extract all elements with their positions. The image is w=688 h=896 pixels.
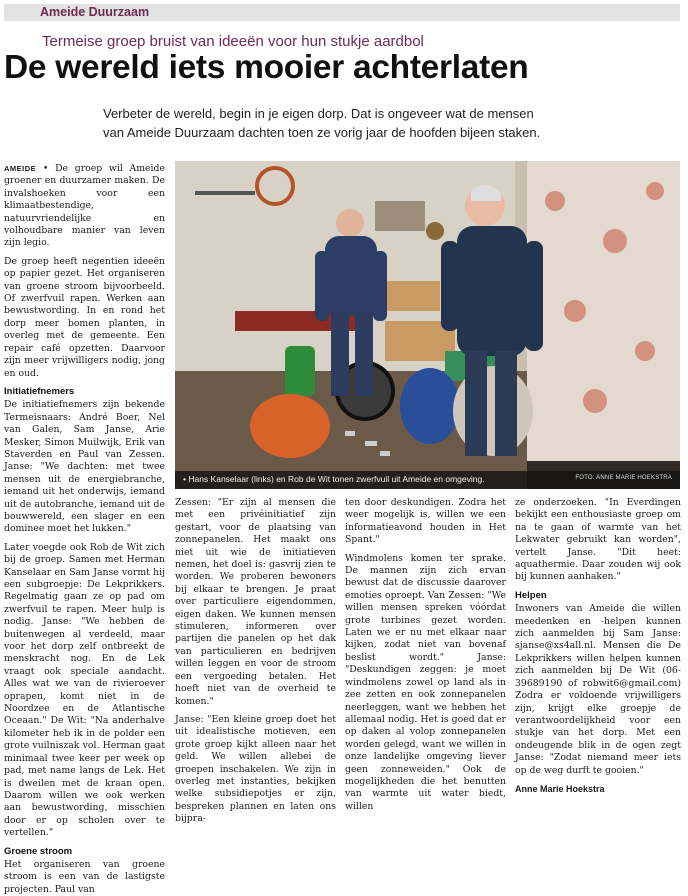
intro-paragraph: Verbeter de wereld, begin in je eigen dorp. Dat is ongeveer wat de mensen van Ameide Duurzaam dachten toen ze vorig jaar de hoofden bijeen staken. — [103, 106, 541, 140]
paragraph: Inwoners van Ameide die willen meedenken en -helpen kunnen zich aanmelden bij Sam Janse: sjanse@xs4all.nl. Mensen die De Lekprikkers willen helpen kunnen zich aanmelden bij De Wit (06-39689190 of robwit6@gmail.com) Zodra er voldoende vrijwilligers zijn, krijgt elke groepje de verantwoordelijkheid voor een stukje van het dorp. Met een ondeugende blik in de ogen zegt Janse: "Zodat niemand meer iets op de weg durft te gooien." — [515, 603, 681, 776]
photo-illustration — [175, 161, 680, 489]
article-column-4 — [515, 497, 681, 794]
dateline: AMEIDE — [4, 164, 37, 173]
subheadline: Termeise groep bruist van ideeën voor hun stukje aardbol — [42, 33, 424, 50]
paragraph: Zessen: "Er zijn al mensen die met een privéinitiatief zijn gestart, voor de plaatsing van zonnepanelen. Het maakt ons niet uit wie de initiatieven nemen, het doel is: gasvrij zien te worden. We proberen bewoners bij elkaar te brengen. Je praat over particuliere eigendommen, eigen daken. We kunnen mensen stimuleren, informeren over partijen die panelen op het dak van particulieren en bedrijven willen leggen en voor de stroom een vergoeding betalen. Het hoeft niet van de overheid te komen." — [175, 497, 336, 707]
caption-bar — [175, 471, 680, 489]
article-column-1 — [4, 163, 165, 895]
paragraph: Janse: "Een kleine groep doet het uit idealistische motieven, een grote groep kijkt alleen naar het geld. We willen allebei de groepen inschakelen. We zijn in overleg met instanties, bekijken welke subsidiepotjes er zijn, bespreken plannen en laten ons bijpra- — [175, 713, 336, 825]
paragraph: ten door deskundigen. Zodra het weer mogelijk is, willen we een informatieavond houden in Het Spant." — [345, 497, 506, 546]
photo-caption: • Hans Kanselaar (links) en Rob de Wit tonen zwerfvuil uit Ameide en omgeving. — [183, 474, 485, 484]
paragraph: Later voegde ook Rob de Wit zich bij de groep. Samen met Herman Kanselaar en Sam Janse vormt hij een subgroepje: De Lekprikkers. Regelmatig gaan ze op pad om zwerfvuil te rapen. Meer hulp is nodig. Janse: "We hebben de buitenwegen al verdeeld, maar voor het dorp zelf ontbreekt de menskracht nog. En de Lek vraagt ook speciale aandacht. Alles wat we van de rivieroever oprapen, komt niet in de Noordzee en de Atlantische Oceaan." De Wit: "Na anderhalve kilometer heb ik in de polder een grote vuilniszak vol. Herman gaat minimaal twee keer per week op pad, met name langs de Lek. Het is dweilen met de kraan open. Daarom willen we ook werken aan bewustwording, misschien door er op scholen over te vertellen." — [4, 541, 165, 839]
article-photo — [175, 161, 680, 489]
orange-bag — [250, 394, 330, 458]
section-heading: Groene stroom — [4, 845, 73, 857]
headline: De wereld iets mooier achterlaten — [4, 49, 529, 86]
paragraph: ze onderzoeken. "In Everdingen bekijkt een enthousiaste groep om na te gaan of warmte van het Lekwater gebruikt kan worden", vertelt Janse. "Dit heet: aquathermie. Daar zouden wij ook bij kunnen aanhaken." — [515, 497, 681, 583]
green-canister — [285, 346, 315, 396]
article-column-3 — [345, 497, 506, 812]
section-kicker: Ameide Duurzaam — [40, 5, 150, 19]
byline: Anne Marie Hoekstra — [515, 783, 605, 794]
paragraph: Het organiseren van groene stroom is een van de lastigste projecten. Paul van — [4, 858, 165, 895]
paragraph: De initiatiefnemers zijn bekende Termeisnaars: André Boer, Nel van Galen, Sam Janse, Arie Mesker, Simon Muilwijk, Erik van Staverden en Paul van Zessen. Janse: "We dachten: met twee mensen uit de energiebranche, iemand uit het onderwijs, iemand uit de autobranche, iemand uit de bouwwereld, een slager en een dominee moet het lukken." — [4, 399, 165, 535]
paragraph: • De groep wil Ameide groener en duurzamer maken. De invalshoeken voor een klimaatbestendige, natuurvriendelijke en volhoudbare manier van leven zijn legio. — [4, 163, 165, 249]
section-heading: Helpen — [515, 589, 547, 601]
photo-credit: FOTO: ANNE MARIE HOEKSTRA — [575, 475, 672, 481]
paragraph: Windmolens komen ter sprake. De mannen zijn zich ervan bewust dat de discussie daarover emoties oproept. Van Zessen: "We willen mensen spreken vóórdat grote turbines gezet worden. Laten we er nu met elkaar naar kijken, zodat niet van bovenaf beslist wordt." Janse: "Deskundigen zeggen: je moet windmolens zowel op land als in zee zetten en ook zonnepanelen neerleggen, want we hebben het allemaal nodig. Het is goed dat er op daken al volop zonnepanelen worden gelegd, want we willen in onze landelijke omgeving liever geen zonneweiden." Ook de mogelijkheden die het benutten van warmte uit water biedt, willen — [345, 552, 506, 812]
blue-bag — [400, 368, 460, 444]
article-column-2 — [175, 497, 336, 825]
paragraph: De groep heeft negentien ideeën op papier gezet. Het organiseren van groene stroom bijvoorbeeld. Of zwerfvuil rapen. Werken aan bewustwording. In en rond het dorp meer bomen planten, in overleg met de gemeente. Een repair café opzetten. Daarvoor zijn meer vrijwilligers nodig, jong en oud. — [4, 255, 165, 379]
section-heading: Initiatiefnemers — [4, 385, 75, 397]
